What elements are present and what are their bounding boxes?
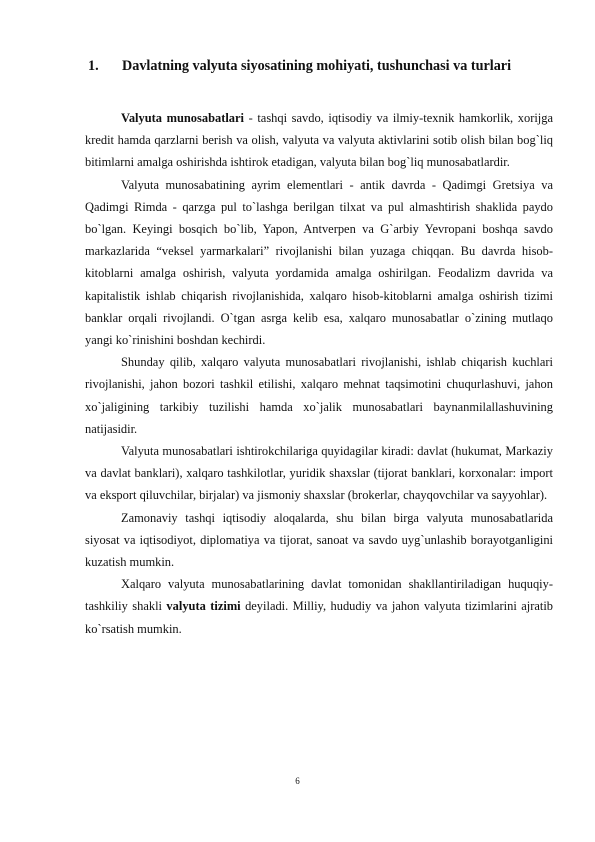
paragraph-text: Xalqaro valyuta munosabatlarining davlat tomonidan shakllantiriladigan huquqiy-tashkiliy shakli bbox=[85, 577, 553, 614]
bold-term: valyuta tizimi bbox=[166, 599, 241, 614]
section-title: Davlatning valyuta siyosatining mohiyati, tushunchasi va turlari bbox=[122, 58, 512, 74]
paragraph: Valyuta munosabatlari ishtirokchilariga quyidagilar kiradi: davlat (hukumat, Markaziy va davlat banklari), xalqaro tashkilotlar, yuridik shaxslar (tijorat banklari, korxonalar: import va eksport qiluvchilar, birjalar) va jismoniy shaxslar (brokerlar, chayqovchilar va sayyohlar). bbox=[85, 444, 553, 503]
paragraph: Shunday qilib, xalqaro valyuta munosabatlari rivojlanishi, ishlab chiqarish kuchlari rivojlanishi, jahon bozori tashkil etilishi, xalqaro mehnat taqsimotini chuqurlashuvi, jahon xo`jaligining tarkibiy tuzilishi hamda xo`jalik munosabatlari baynanmilallashuvining natijasidir. bbox=[85, 355, 553, 436]
paragraph bbox=[85, 573, 553, 640]
section-heading bbox=[88, 58, 558, 75]
paragraph-text: - tashqi savdo, iqtisodiy va ilmiy-texnik hamkorlik, xorijga kredit hamda qarzlarni berish va olish, valyuta va valyuta aktivlarini sotib olish bilan bog`liq bitimlarni amalga oshirishda ishtirok etadigan, valyuta bilan bog`liq munosabatlardir. bbox=[85, 111, 553, 170]
paragraph-text: deyiladi. Milliy, hududiy va jahon valyuta tizimlarini ajratib ko`rsatish mumkin. bbox=[85, 599, 553, 636]
body-text bbox=[85, 107, 553, 640]
paragraph bbox=[85, 107, 553, 174]
bold-term: Valyuta munosabatlari bbox=[121, 111, 245, 125]
paragraph: Valyuta munosabatining ayrim elementlari - antik davrda - Qadimgi Gretsiya va Qadimgi Rimda - qarzga pul to`lashga berilgan tilxat va pul almashtirish shaklida paydo bo`lgan. Keyingi bosqich bo`lib, Yapon, Antverpen va G`arbiy Yevropani boshqa savdo markazlarida “veksel yarmarkalari” rivojlanishi bilan yuzaga chiqqan. Bu davrda hisob-kitoblarni amalga oshirish, valyuta yordamida amalga oshirilgan. Feodalizm davrida va kapitalistik ishlab chiqarish rivojlanishida, xalqaro hisob-kitoblarni amalga oshirish tizimi banklar orqali rivojlandi. O`tgan asrga kelib esa, xalqaro munosabatlar o`zining mutlaqo yangi ko`rinishini boshdan kechirdi. bbox=[85, 177, 553, 348]
page-number: 6 bbox=[295, 776, 300, 786]
section-number: 1. bbox=[88, 58, 99, 74]
paragraph: Zamonaviy tashqi iqtisodiy aloqalarda, shu bilan birga valyuta munosabatlarida siyosat va iqtisodiyot, diplomatiya va tijorat, sanoat va savdo uyg`unlashib borayotganligini kuzatish mumkin. bbox=[85, 510, 553, 570]
